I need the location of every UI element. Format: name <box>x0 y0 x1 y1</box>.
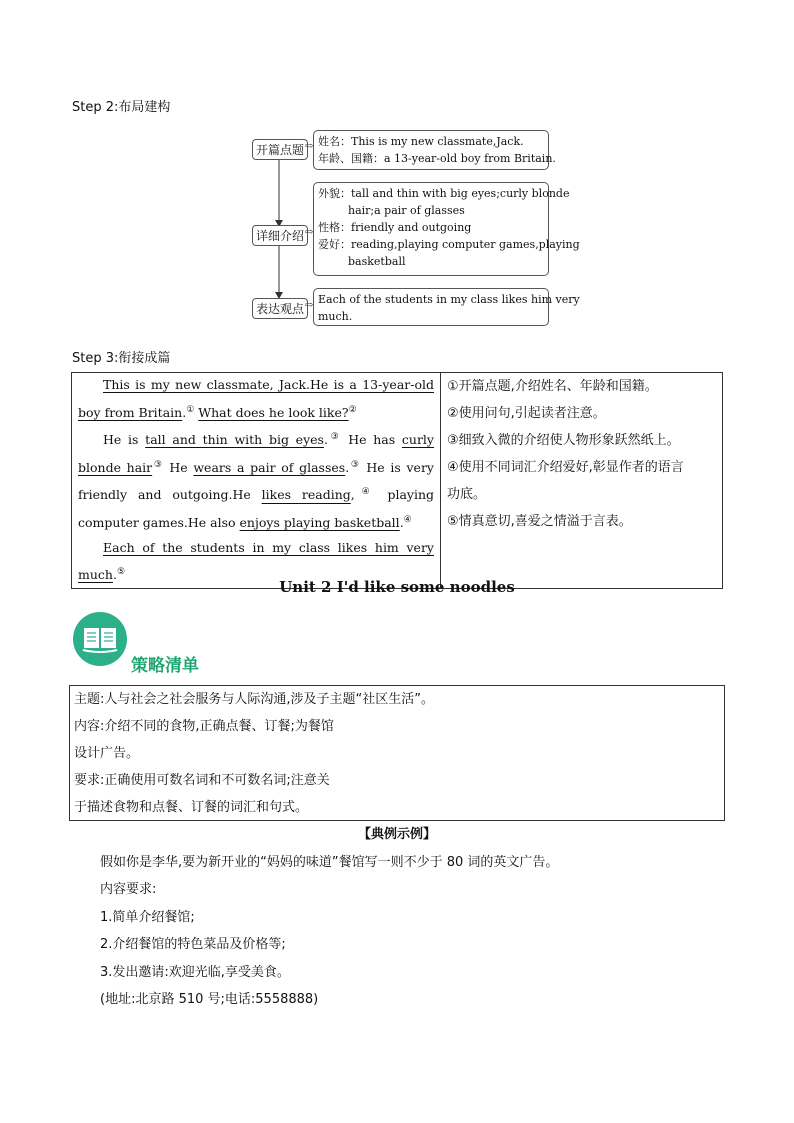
strategy-box <box>69 685 725 821</box>
box-line: 年龄、国籍：a 13-year-old boy from Britain. <box>318 152 556 165</box>
text: He is very friendly and outgoing.He <box>78 459 434 503</box>
marker: ① <box>186 404 195 415</box>
note-line: ②使用问句,引起读者注意。 <box>447 406 606 421</box>
box-line: Each of the students in my class likes him very <box>318 293 580 306</box>
strategy-line: 内容:介绍不同的食物,正确点餐、订餐;为餐馆 <box>74 719 334 734</box>
box-line: 性格：friendly and outgoing <box>318 221 472 234</box>
marker: ④ <box>354 487 377 498</box>
prompt-line: 内容要求: <box>100 882 157 897</box>
strategy-line: 要求:正确使用可数名词和不可数名词;注意关 <box>74 773 330 788</box>
strategy-line: 于描述食物和点餐、订餐的词汇和句式。 <box>74 800 309 815</box>
text: . <box>345 459 350 475</box>
box-opinion <box>313 288 580 326</box>
underlined-text: This is my new classmate, Jack.He is a 13-year-old boy from Britain <box>78 377 434 420</box>
marker: ⑤ <box>116 567 126 578</box>
text: . <box>182 404 187 420</box>
marker: ③ <box>152 459 164 470</box>
underlined-text: enjoys playing basketball <box>239 515 400 531</box>
book-icon <box>73 612 127 670</box>
box-line: hair;a pair of glasses <box>348 204 465 217</box>
note-line: ⑤情真意切,喜爱之情溢于言表。 <box>447 514 632 529</box>
label-opinion: 表达观点 <box>252 298 308 319</box>
prompt-line: 1.简单介绍餐馆; <box>100 910 195 925</box>
note-line: ①开篇点题,介绍姓名、年龄和国籍。 <box>447 379 658 394</box>
step3-table <box>71 372 723 589</box>
text: playing computer games.He also <box>78 487 435 531</box>
marker: ② <box>348 404 357 415</box>
prompt-line: 假如你是李华,要为新开业的“妈妈的味道”餐馆写一则不少于 80 词的英文广告。 <box>100 855 559 870</box>
box-line: 外貌：tall and thin with big eyes;curly blonde <box>318 187 570 200</box>
marker: ③ <box>349 459 361 470</box>
text: He has <box>341 432 402 448</box>
text: He is <box>103 432 146 448</box>
strategy-line: 主题:人与社会之社会服务与人际沟通,涉及子主题“社区生活”。 <box>74 692 434 707</box>
arrow-icon: ⇨ <box>305 227 314 238</box>
underlined-text: What does he look like? <box>198 404 349 420</box>
underlined-text: likes reading <box>261 487 351 503</box>
prompt-line: 2.介绍餐馆的特色菜品及价格等; <box>100 937 286 952</box>
marker: ④ <box>403 515 412 526</box>
text: . <box>323 432 328 448</box>
notes-cell <box>441 373 723 589</box>
underlined-text: tall and thin with big eyes <box>145 432 324 448</box>
text: He <box>163 459 194 475</box>
box-line: much. <box>318 310 353 323</box>
box-line: basketball <box>348 255 406 268</box>
text: , <box>350 487 355 503</box>
step3-heading: Step 3:衔接成篇 <box>72 351 171 366</box>
note-line: ③细致入微的介绍使人物形象跃然纸上。 <box>447 433 680 448</box>
example-title: 【典例示例】 <box>357 827 436 842</box>
box-opening <box>313 130 556 170</box>
step2-heading: Step 2:布局建构 <box>72 100 171 115</box>
strategy-line: 设计广告。 <box>74 746 140 761</box>
arrow-icon: ⇨ <box>305 300 314 311</box>
strategy-label: 策略清单 <box>131 656 199 676</box>
arrow-icon: ⇨ <box>305 141 314 152</box>
essay-paragraph-1 <box>78 373 434 425</box>
label-opening: 开篇点题 <box>252 139 308 160</box>
note-line: ④使用不同词汇介绍爱好,彰显作者的语言 <box>447 460 684 475</box>
prompt-line: 3.发出邀请:欢迎光临,享受美食。 <box>100 965 290 980</box>
essay-cell <box>72 373 441 589</box>
note-line: 功底。 <box>447 487 487 502</box>
unit-title: Unit 2 I'd like some noodles <box>279 578 515 596</box>
essay-paragraph-2 <box>78 425 434 536</box>
box-line: 姓名：This is my new classmate,Jack. <box>318 135 524 148</box>
box-line: 爱好：reading,playing computer games,playing <box>318 238 580 251</box>
underlined-text: wears a pair of glasses <box>193 459 346 475</box>
underlined-text: curly blonde hair <box>78 432 434 475</box>
text: . <box>112 567 117 583</box>
marker: ③ <box>327 432 342 443</box>
text: . <box>399 515 404 531</box>
underlined-text: Each of the students in my class likes him very much <box>78 539 434 583</box>
prompt-line: (地址:北京路 510 号;电话:5558888) <box>100 992 319 1007</box>
label-details: 详细介绍 <box>252 225 308 246</box>
box-details <box>313 182 580 276</box>
